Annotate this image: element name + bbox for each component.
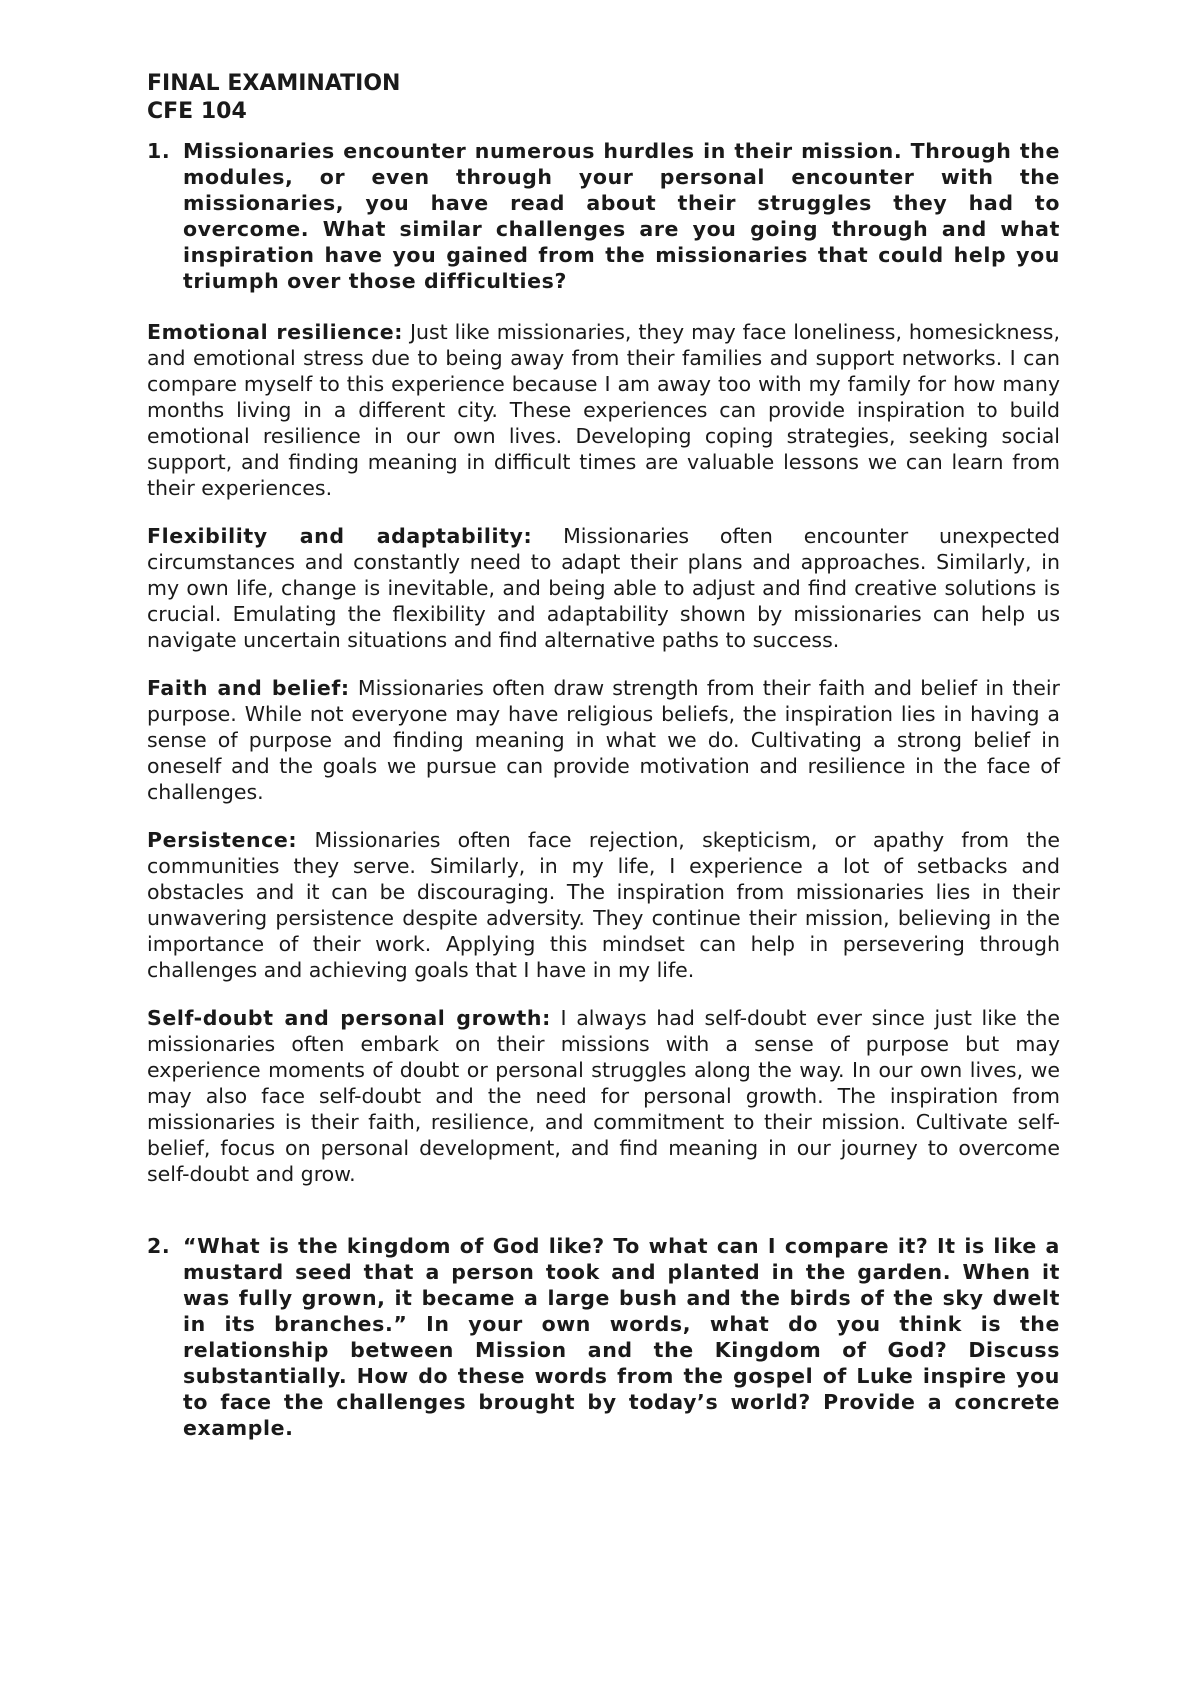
question-1	[147, 138, 1060, 294]
answer-heading: Persistence:	[147, 828, 298, 852]
answer-heading: Emotional resilience:	[147, 320, 404, 344]
question-number: 1.	[147, 139, 171, 163]
answer-paragraph	[147, 827, 1060, 983]
answer-body: Just like missionaries, they may face loneliness, homesickness, and emotional stress due to being away from their families and support networks. I can compare myself to this experience because I am away too with my family for how many months living in a different city. These experiences can provide inspiration to build emotional resilience in our own lives. Developing coping strategies, seeking social support, and finding meaning in difficult times are valuable lessons we can learn from their experiences.	[147, 320, 1060, 500]
answer-body: Missionaries often encounter unexpected circumstances and constantly need to adapt their plans and approaches. Similarly, in my own life, change is inevitable, and being able to adjust and find creative solutions is crucial. Emulating the flexibility and adaptability shown by missionaries can help us navigate uncertain situations and find alternative paths to success.	[147, 524, 1060, 652]
question-text: Missionaries encounter numerous hurdles in their mission. Through the modules, or even through your personal encounter with the missionaries, you have read about their struggles they had to overcome. What similar challenges are you going through and what inspiration have you gained from the missionaries that could help you triumph over those difficulties?	[183, 139, 1060, 293]
answer-paragraph	[147, 1005, 1060, 1187]
exam-title: FINAL EXAMINATION	[147, 71, 401, 96]
answer-body: Missionaries often draw strength from their faith and belief in their purpose. While not everyone may have religious beliefs, the inspiration lies in having a sense of purpose and finding meaning in what we do. Cultivating a strong belief in oneself and the goals we pursue can provide motivation and resilience in the face of challenges.	[147, 676, 1060, 804]
answer-paragraph	[147, 675, 1060, 805]
answer-body: Missionaries often face rejection, skepticism, or apathy from the communities they serve. Similarly, in my life, I experience a lot of setbacks and obstacles and it can be discouraging. The inspiration from missionaries lies in their unwavering persistence despite adversity. They continue their mission, believing in the importance of their work. Applying this mindset can help in persevering through challenges and achieving goals that I have in my life.	[147, 828, 1060, 982]
answer-paragraph	[147, 319, 1060, 501]
answer-body: I always had self-doubt ever since just like the missionaries often embark on their missions with a sense of purpose but may experience moments of doubt or personal struggles along the way. In our own lives, we may also face self-doubt and the need for personal growth. The inspiration from missionaries is their faith, resilience, and commitment to their mission. Cultivate self-belief, focus on personal development, and find meaning in our journey to overcome self-doubt and grow.	[147, 1006, 1060, 1186]
answer-heading: Flexibility and adaptability:	[147, 524, 533, 548]
document-page	[147, 70, 1060, 1441]
course-code: CFE 104	[147, 99, 247, 124]
answer-heading: Self-doubt and personal growth:	[147, 1006, 551, 1030]
answer-paragraph	[147, 523, 1060, 653]
question-number: 2.	[147, 1234, 171, 1258]
answer-heading: Faith and belief:	[147, 676, 350, 700]
question-2	[147, 1233, 1060, 1441]
question-text: “What is the kingdom of God like? To what can I compare it? It is like a mustard seed that a person took and planted in the garden. When it was fully grown, it became a large bush and the birds of the sky dwelt in its branches.” In your own words, what do you think is the relationship between Mission and the Kingdom of God? Discuss substantially. How do these words from the gospel of Luke inspire you to face the challenges brought by today’s world? Provide a concrete example.	[183, 1234, 1060, 1440]
